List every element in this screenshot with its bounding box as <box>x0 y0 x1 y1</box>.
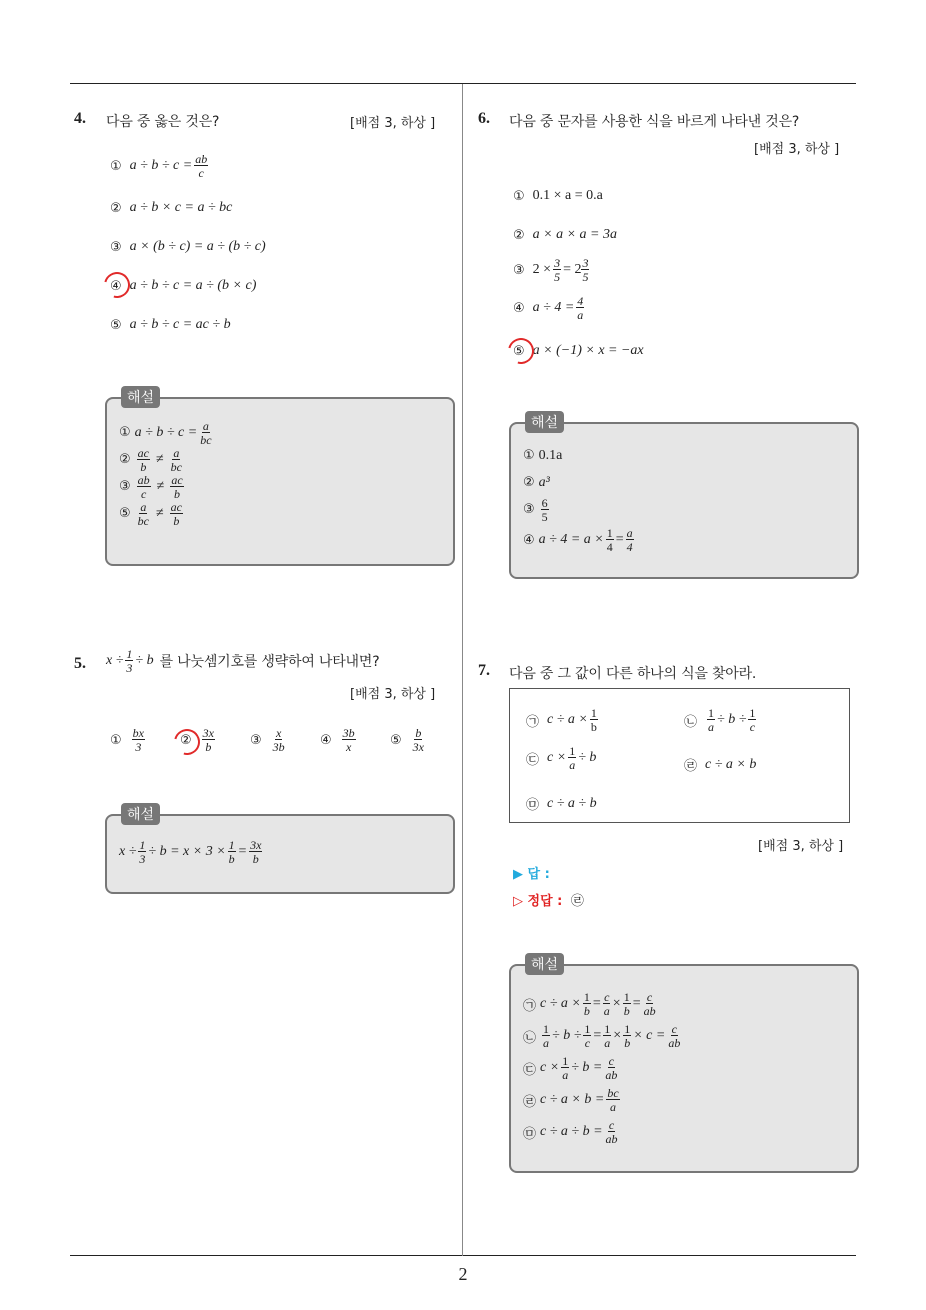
q4-solution-line: ② $\frac{ac}{b}$ ≠ $\frac{a}{bc}$ <box>119 445 182 474</box>
q7-expression-1: ㉠ c ÷ a × $\frac{1}{b}$ <box>526 706 597 734</box>
correct-answer-label: ▷ 정답 : ㉣ <box>513 894 584 909</box>
q5-option-2[interactable]: ② $\frac{3x}{b}$ <box>180 726 214 754</box>
solution-tag: 해설 <box>525 953 564 975</box>
answer-field-label[interactable]: ▶ 답 : <box>513 867 550 882</box>
q7-expression-box <box>509 688 850 823</box>
q4-solution-box <box>105 390 455 566</box>
answer-mark-circle <box>503 333 539 369</box>
q6-option-1[interactable]: ① 0.1 × a = 0.a <box>513 188 603 204</box>
q5-option-1[interactable]: ① $\frac{bx}{3}$ <box>110 726 144 754</box>
q7-solution-line: ㉣ c ÷ a × b = $\frac{bc}{a}$ <box>523 1086 619 1114</box>
solution-tag: 해설 <box>121 803 160 825</box>
q6-solution-box <box>509 415 859 579</box>
q5-score: [배점 3, 하상 ] <box>350 687 436 702</box>
q6-score: [배점 3, 하상 ] <box>754 142 840 157</box>
q4-question: 다음 중 옳은 것은? <box>106 114 220 130</box>
q5-option-3[interactable]: ③ $\frac{x}{3b}$ <box>250 726 285 754</box>
page-number: 2 <box>458 1264 468 1284</box>
q6-solution-line: ④ a ÷ 4 = a × $\frac{1}{4}$ = $\frac{a}{4}$ <box>523 526 633 554</box>
q4-option-2[interactable]: ② a ÷ b × c = a ÷ bc <box>110 200 233 216</box>
q4-solution-line: ③ $\frac{ab}{c}$ ≠ $\frac{ac}{b}$ <box>119 472 183 501</box>
q6-number: 6. <box>478 110 490 127</box>
q7-number: 7. <box>478 662 490 679</box>
solution-tag: 해설 <box>525 411 564 433</box>
bottom-rule <box>70 1255 856 1256</box>
q7-solution-line: ㉠ c ÷ a × $\frac{1}{b}$ = $\frac{c}{a}$ × $\frac{1}{b}$ = $\frac{c}{ab}$ <box>523 990 656 1018</box>
q6-solution-line: ③ $\frac{6}{5}$ <box>523 495 548 524</box>
q4-solution-line: ① a ÷ b ÷ c = $\frac{a}{bc}$ <box>119 418 212 447</box>
solution-tag: 해설 <box>121 386 160 408</box>
top-rule <box>70 83 856 84</box>
q5-solution-box <box>105 807 455 894</box>
q6-option-4[interactable]: ④ a ÷ 4 = $\frac{4}{a}$ <box>513 294 584 322</box>
q4-option-4[interactable]: ④ a ÷ b ÷ c = a ÷ (b × c) <box>110 278 257 294</box>
q6-solution-line: ① 0.1a <box>523 447 563 463</box>
q4-score: [배점 3, 하상 ] <box>350 116 436 131</box>
q4-number: 4. <box>74 110 86 127</box>
fraction: $\frac{ab}{c}$ <box>195 152 208 180</box>
q6-question: 다음 중 문자를 사용한 식을 바르게 나타낸 것은? <box>509 114 800 130</box>
q7-expression-4: ㉣ c ÷ a × b <box>684 756 757 774</box>
q7-solution-box <box>509 957 859 1173</box>
q6-option-3[interactable]: ③ 2 × $\frac{3}{5}$ = 2 $\frac{3}{5}$ <box>513 256 589 284</box>
q7-solution-line: ㉤ c ÷ a ÷ b = $\frac{c}{ab}$ <box>523 1118 618 1146</box>
q5-question: x ÷ $\frac{1}{3}$ ÷ b 를 나눗셈기호를 생략하여 나타내면? <box>106 647 380 675</box>
q7-expression-3: ㉢ c × $\frac{1}{a}$ ÷ b <box>526 744 597 772</box>
q6-option-2[interactable]: ② a × a × a = 3a <box>513 227 617 243</box>
q4-option-1[interactable]: ① a ÷ b ÷ c = $\frac{ab}{c}$ <box>110 152 208 180</box>
q4-option-5[interactable]: ⑤ a ÷ b ÷ c = ac ÷ b <box>110 317 231 333</box>
q7-solution-line: ㉢ c × $\frac{1}{a}$ ÷ b = $\frac{c}{ab}$ <box>523 1054 618 1082</box>
q6-option-5[interactable]: ⑤ a × (−1) × x = −ax <box>513 343 644 359</box>
correct-answer-value: ㉣ <box>570 894 584 909</box>
q5-solution-line: x ÷ $\frac{1}{3}$ ÷ b = x × 3 × $\frac{1}{b}$ = $\frac{3x}{b}$ <box>119 837 262 866</box>
q7-question: 다음 중 그 값이 다른 하나의 식을 찾아라. <box>509 666 757 682</box>
q5-option-4[interactable]: ④ $\frac{3b}{x}$ <box>320 726 355 754</box>
q6-solution-line: ② a³ <box>523 474 550 490</box>
q5-number: 5. <box>74 655 86 672</box>
q5-option-5[interactable]: ⑤ $\frac{b}{3x}$ <box>390 726 424 754</box>
q4-solution-line: ⑤ $\frac{a}{bc}$ ≠ $\frac{ac}{b}$ <box>119 499 182 528</box>
q7-solution-line: ㉡ $\frac{1}{a}$ ÷ b ÷ $\frac{1}{c}$ = $\frac{1}{a}$ × $\frac{1}{b}$ × c = $\frac{c}{ab}$ <box>523 1022 681 1050</box>
column-divider <box>462 84 463 1256</box>
q7-expression-2: ㉡ $\frac{1}{a}$ ÷ b ÷ $\frac{1}{c}$ <box>684 706 756 734</box>
q7-score: [배점 3, 하상 ] <box>758 839 844 854</box>
q4-option-3[interactable]: ③ a × (b ÷ c) = a ÷ (b ÷ c) <box>110 239 266 255</box>
q7-expression-5: ㉤ c ÷ a ÷ b <box>526 795 597 813</box>
answer-mark-circle <box>99 267 135 303</box>
